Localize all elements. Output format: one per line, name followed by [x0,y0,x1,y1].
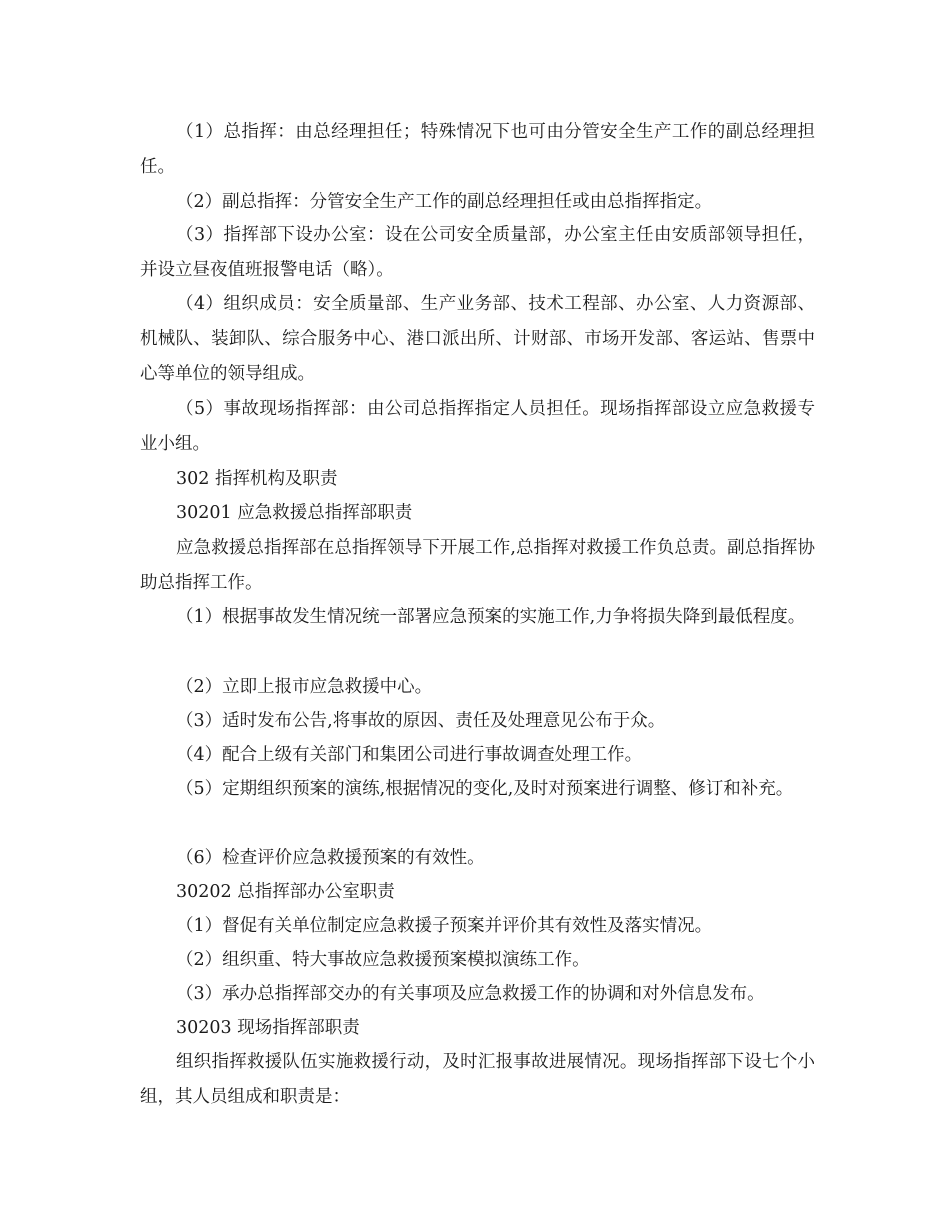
paragraph-hq-duty-1: （1）根据事故发生情况统一部署应急预案的实施工作,力争将损失降到最低程度。 [176,607,806,627]
paragraph-hq-duty-3: （3）适时发布公告,将事故的原因、责任及处理意见公布于众。 [176,711,666,731]
section-heading-30202: 30202 总指挥部办公室职责 [176,882,395,902]
paragraph-hq-duty-5: （5）定期组织预案的演练,根据情况的变化,及时对预案进行调整、修订和补充。 [176,779,794,799]
paragraph-office-duty-1: （1）督促有关单位制定应急救援子预案并评价其有效性及落实情况。 [176,916,713,936]
paragraph-office-duty-2: （2）组织重、特大事故应急救援预案模拟演练工作。 [176,950,590,970]
paragraph-site-command: （5）事故现场指挥部：由公司总指挥指定人员担任。现场指挥部设立应急救援专业小组。 [140,399,815,454]
paragraph-hq-duty-2: （2）立即上报市应急救援中心。 [176,677,433,697]
paragraph-office: （3）指挥部下设办公室：设在公司安全质量部，办公室主任由安质部领导担任，并设立昼夜值班报警电话（略）。 [140,225,815,280]
paragraph-hq-duties-intro: 应急救援总指挥部在总指挥领导下开展工作,总指挥对救援工作负总责。副总指挥协助总指挥工作。 [140,538,815,593]
paragraph-deputy-commander: （2）副总指挥：分管安全生产工作的副总经理担任或由总指挥指定。 [176,192,713,212]
paragraph-hq-duty-6: （6）检查评价应急救援预案的有效性。 [176,848,485,868]
section-heading-302: 302 指挥机构及职责 [176,469,338,489]
paragraph-hq-duty-4: （4）配合上级有关部门和集团公司进行事故调查处理工作。 [176,745,643,765]
paragraph-members: （4）组织成员：安全质量部、生产业务部、技术工程部、办公室、人力资源部、机械队、装卸队、综合服务中心、港口派出所、计财部、市场开发部、客运站、售票中心等单位的领导组成。 [140,294,815,384]
section-heading-30201: 30201 应急救援总指挥部职责 [176,503,413,523]
paragraph-commander: （1）总指挥：由总经理担任；特殊情况下也可由分管安全生产工作的副总经理担任。 [140,122,815,177]
section-heading-30203: 30203 现场指挥部职责 [176,1018,360,1038]
paragraph-site-duties: 组织指挥救援队伍实施救援行动，及时汇报事故进展情况。现场指挥部下设七个小组，其人员组成和职责是： [140,1052,815,1107]
paragraph-office-duty-3: （3）承办总指挥部交办的有关事项及应急救援工作的协调和对外信息发布。 [176,984,765,1004]
